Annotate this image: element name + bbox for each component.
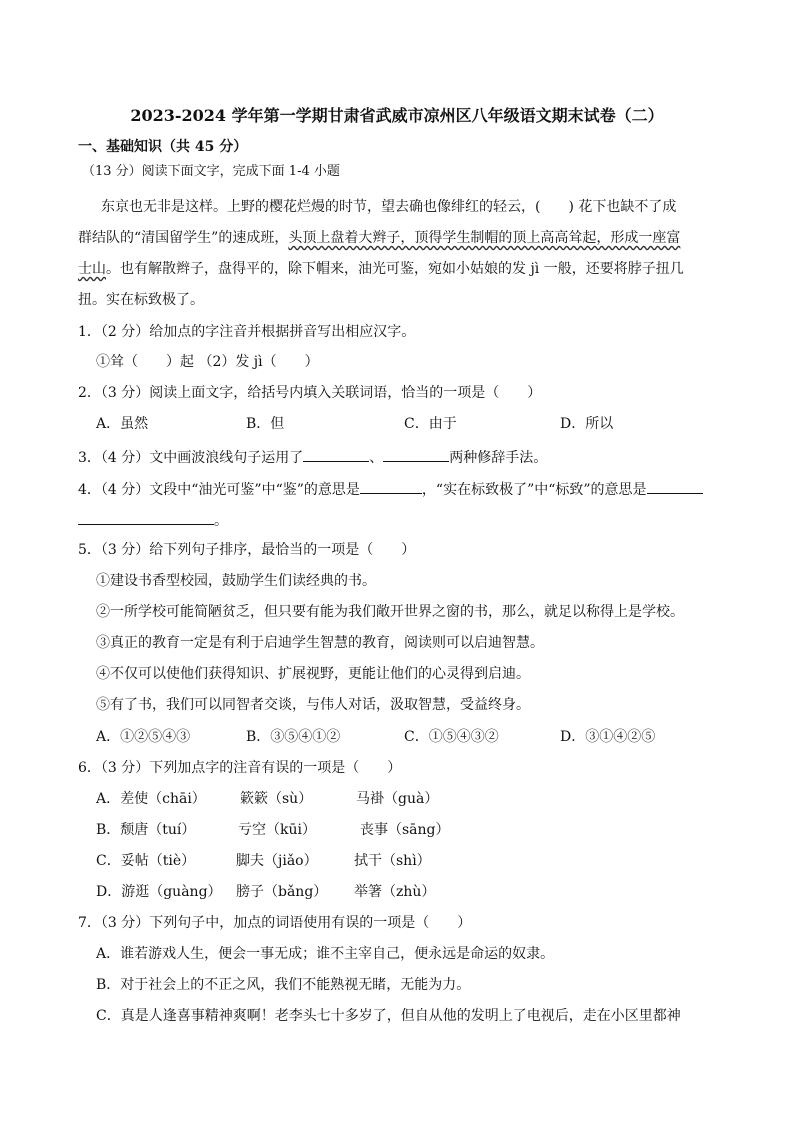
question-2-option-c: C．由于 (404, 416, 457, 432)
question-2-option-b: B．但 (246, 416, 285, 432)
question-7-option-a: A．谁若游戏人生，便会一事无成；谁不主宰自己，便永远是命运的奴隶。 (96, 946, 555, 962)
passage-line-4: 扭。实在标致极了。 (78, 292, 204, 308)
question-4-end: 。 (214, 513, 228, 529)
question-6-word: 脚夫（jiǎo） (236, 853, 318, 869)
answer-blank[interactable] (360, 478, 422, 494)
question-6-word: 举箸（zhù） (354, 884, 436, 900)
question-6-option-b: B．颓唐（tuí） (96, 822, 196, 838)
question-6-word: 拭干（shì） (354, 853, 431, 869)
question-3 (78, 446, 547, 468)
wavy-sentence: 头顶上盘着大辫子，顶得学生制帽的顶上高高耸起，形成一座富 (288, 230, 681, 246)
question-7-option-c: C．真是人逢喜事精神爽啊！老李头七十多岁了，但自从他的发明上了电视后，走在小区里都神 (96, 1008, 681, 1024)
passage-text: 群结队的“清国留学生”的速成班， (78, 230, 289, 246)
question-3-text-end: 两种修辞手法。 (449, 450, 548, 466)
question-4 (78, 478, 703, 500)
question-5-item: ④不仅可以使他们获得知识、扩展视野，更能让他们的心灵得到启迪。 (96, 666, 530, 682)
answer-blank[interactable] (303, 446, 369, 462)
passage-text: 。也有解散辫子，盘得平的，除下帽来，油光可鉴，宛如小姑娘的发 jì 一般，还要将脖子扭几 (106, 261, 684, 277)
question-5-item: ①建设书香型校园，鼓励学生们读经典的书。 (96, 573, 376, 589)
question-2-option-a: A．虽然 (96, 416, 149, 432)
question-6-word: 膀子（bǎng） (236, 884, 328, 900)
question-6-stem: 6．（3 分）下列加点字的注音有误的一项是（ ） (78, 760, 402, 776)
passage-line-1: 东京也无非是这样。上野的樱花烂熳的时节，望去确也像绯红的轻云，( ) 花下也缺不了成 (101, 199, 677, 215)
question-4-text-mid: ，“实在标致极了”中“标致”的意思是 (421, 482, 647, 498)
question-5-item: ②一所学校可能简陋贫乏，但只要有能为我们敞开世界之窗的书，那么，就足以称得上是学校。 (96, 604, 684, 620)
answer-blank[interactable] (647, 478, 703, 494)
question-6-word: 丧事（sāng） (360, 822, 450, 838)
question-1-answer-line: ①耸（ ）起 （2）发 jì（ ） (96, 354, 319, 370)
passage-line-2 (78, 228, 680, 248)
question-5-item: ⑤有了书，我们可以同智者交谈，与伟人对话，汲取智慧，受益终身。 (96, 697, 530, 713)
exam-title: 2023-2024 学年第一学期甘肃省武威市凉州区八年级语文期末试卷（二） (130, 106, 664, 125)
question-7-option-b: B．对于社会上的不正之风，我们不能熟视无睹，无能为力。 (96, 977, 471, 993)
question-6-option-d: D．游逛（guàng） (96, 884, 222, 900)
question-5-option-a: A．①②⑤④③ (96, 729, 191, 745)
question-3-text: 3．（4 分）文中画波浪线句子运用了 (78, 450, 304, 466)
wavy-sentence-end: 士山 (78, 261, 106, 277)
question-6-word: 马褂（guà） (356, 791, 439, 807)
question-2-option-d: D．所以 (560, 416, 614, 432)
question-6-option-a: A．差使（chāi） (96, 791, 206, 807)
question-1-stem: 1．（2 分）给加点的字注音并根据拼音写出相应汉字。 (78, 324, 416, 340)
question-6-option-c: C．妥帖（tiè） (96, 853, 196, 869)
question-7-stem: 7．（3 分）下列句子中，加点的词语使用有误的一项是（ ） (78, 915, 472, 931)
passage-line-3 (78, 259, 684, 279)
answer-blank[interactable] (78, 509, 214, 525)
question-2-stem: 2．（3 分）阅读上面文字，给括号内填入关联词语，恰当的一项是（ ） (78, 385, 542, 401)
question-5-stem: 5．（3 分）给下列句子排序，最恰当的一项是（ ） (78, 542, 416, 558)
question-5-item: ③真正的教育一定是有利于启迪学生智慧的教育，阅读则可以启迪智慧。 (96, 635, 544, 651)
section-heading: 一、基础知识（共 45 分） (78, 139, 248, 155)
question-4-text: 4．（4 分）文段中“油光可鉴”中“鉴”的意思是 (78, 482, 360, 498)
answer-blank[interactable] (383, 446, 449, 462)
question-4-continued (78, 509, 228, 531)
question-5-option-b: B．③⑤④①② (246, 729, 341, 745)
question-6-word: 亏空（kūi） (238, 822, 316, 838)
reading-intro: （13 分）阅读下面文字，完成下面 1-4 小题 (82, 164, 340, 179)
question-5-option-c: C．①⑤④③② (404, 729, 499, 745)
question-3-separator: 、 (369, 450, 384, 466)
question-5-option-d: D．③①④②⑤ (560, 729, 656, 745)
question-6-word: 簌簌（sù） (240, 791, 313, 807)
